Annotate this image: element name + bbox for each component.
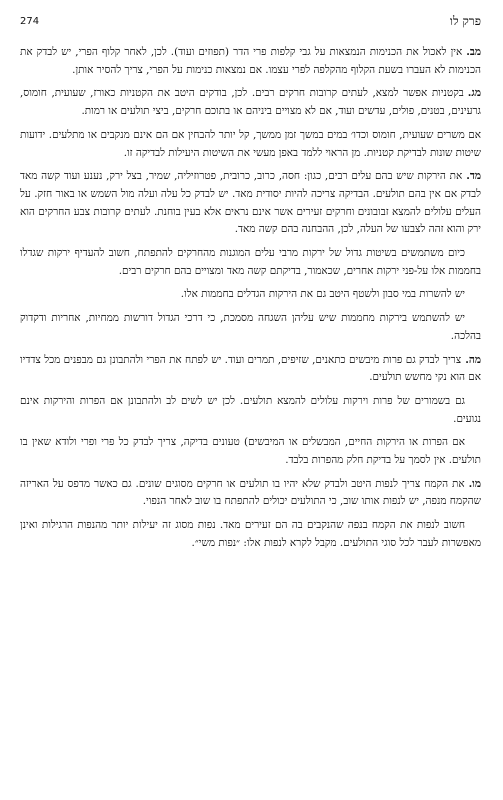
paragraph (20, 127, 481, 162)
paragraph-text: צריך לבדק גם פרות מיבשים כתאנים, שזיפים, תמרים ועוד. יש לפתח את הפרי ולהתבונן גם מבפנים מכל צדדיו אם הוא נקי מחשש תולעים. (20, 353, 481, 384)
paragraph-text: אין לאכול את הכנימות הנמצאות על גבי קלפות פרי הדר (תפוזים ועוד). לכן, לאחר קלוף הפרי, יש לבדק את הכנימות לא העברו בשעת הקלוף מהקלפה לפרי עצמו. אם נמצאות כנימות על הפרי, צריך להסיר אותן. (20, 46, 481, 76)
section-number: מו. (468, 477, 481, 490)
paragraph-text: יש להשתמש בירקות מחממות שיש עליהן השגחה מסמכת, כי דרכי הגדול דורשות ממחיות, אחריות ודקדוק בהלכה. (20, 312, 481, 342)
paragraph (20, 352, 481, 387)
paragraph (20, 245, 481, 280)
section-number: מה. (465, 353, 481, 366)
section-number: מג. (467, 87, 481, 100)
section-number: מב. (466, 46, 481, 58)
paragraph (20, 310, 481, 345)
paragraph-text: את הירקות שיש בהם עלים רבים, כגון: חסה, כרוב, כרובית, פטרוזיליה, שמיר, בצל ירק, נענע ועוד קשה מאד לבדק אם אין בהם תולעים. הבדיקה צריכה להיות יסודית מאד. יש לבדק כל עלה ועלה מול השמש או באור חזק. על העלים עלולים להמצא זבובונים וחרקים זעירים אשר אינם נראים אלא בעין בוחנת. לעתים קרובות צבע החרקים הוא ירק והוא זהה לצבעו של העלה, לכן, ההבחנה בהם קשה מאד. (20, 170, 481, 236)
chapter-title: פרק לו (449, 13, 481, 28)
paragraph (20, 85, 481, 120)
paragraph-text: אם הפרות או הירקות החיים, המבשלים או המיבשים) טעונים בדיקה, צריך לבדק כל פרי ופרי ולודא שאין בו תולעים. אין לסמך על בדיקת חלק מהפרות בלבד. (20, 436, 481, 467)
paragraph-text: כיום משתמשים בשיטות גדול של ירקות מרבי עלים המוגנות מהחרקים להתפתח, חשוב להעדיף ירקות שגדלו בחממות אלו על-פני ירקות אחרים, שכאמור, בדיקתם קשה מאד ומצויים בהם חרקים רבים. (20, 247, 481, 277)
paragraph-text: אם משרים שעועית, חומוס וכדו׳ במים במשך זמן ממשך, קל יותר להבחין אם הם אינם מנקבים או מתלעים. ידועות שיטות שונות לבדיקת קטניות. מן הראוי ללמד באפן מעשי את השיטות היעילות לבדיקה זו. (20, 128, 481, 159)
paragraph (20, 434, 481, 469)
paragraph (20, 517, 481, 552)
paragraph-text: בקטניות אפשר למצא, לעתים קרובות חרקים רבים. לכן, בודקים היטב את הקטניות כאורז, שעועית, חומוס, גרעינים, בטנים, פולים, עדשים ועוד, אם לא מצויים ביניהם או בתוכם חרקים, ביצי תולעים או רמות. (20, 87, 481, 118)
paragraph (20, 44, 481, 79)
paragraph (20, 168, 481, 239)
page-header (20, 10, 481, 32)
paragraph (20, 393, 481, 428)
document-body (20, 44, 481, 553)
paragraph-text: חשוב לנפות את הקמח בנפה שהנקבים בה הם זעירים מאד. נפות מסוג זה יעילות יותר מהנפות הרגילות ואינן מאפשרות לעבר לכל סוגי התולעים. מקבל לקרא לנפות אלו: ״נפות משי״. (20, 519, 481, 549)
paragraph-text: גם בשמורים של פרות וירקות עלולים להמצא תולעים. לכן יש לשים לב ולהתבונן אם הפרות והירקות אינם נגועים. (20, 394, 481, 425)
paragraph-text: יש להשרות במי סבון ולשטף היטב גם את הירקות הגדלים בחממות אלו. (180, 288, 465, 301)
page-number: 274 (20, 15, 40, 27)
paragraph (20, 476, 481, 511)
section-number: מד. (466, 170, 481, 183)
paragraph (20, 286, 481, 304)
paragraph-text: את הקמח צריך לנפות היטב ולבדק שלא יהיו בו תולעים או חרקים מסוגים שונים. גם כאשר מדפס על האריזה שהקמח מנפה, יש לנפות אותו שוב, כי התולעים יכולים להתפתח בו שוב לאחר הנפוי. (20, 477, 481, 508)
